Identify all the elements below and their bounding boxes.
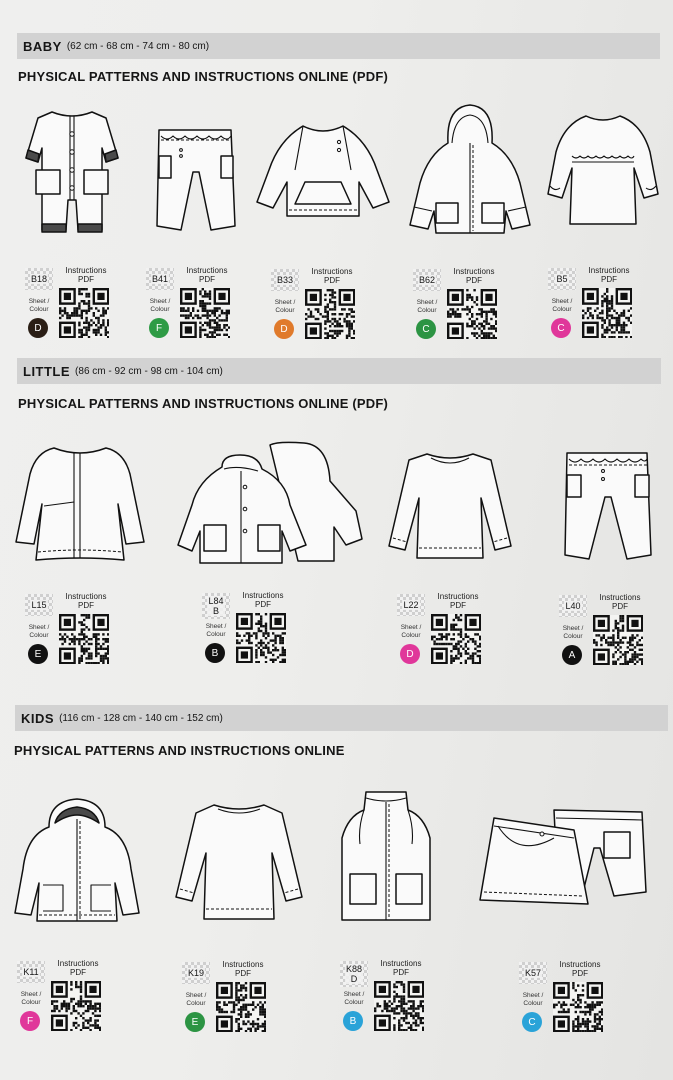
qr-code[interactable] [51,981,101,1031]
pattern-code-text: B18 [30,274,47,284]
instructions-text: Instructions [65,266,107,275]
pattern-code-text: K11 [23,967,39,977]
qr-code[interactable] [59,614,109,664]
qr-code-graphic [51,981,101,1031]
qr-code[interactable] [236,613,286,663]
pattern-code [202,593,230,619]
instructions-label [372,959,430,977]
garment-illustration-b62 [408,103,532,237]
sheet-colour-label: Sheet / Colour [562,625,584,640]
pattern-code-text: L40 [565,601,581,611]
instructions-text: Instructions [453,267,495,276]
section-band-kids [15,705,668,731]
qr-code[interactable] [582,288,632,338]
garment-illustration-b5 [546,112,660,228]
sheet-colour-label: Sheet / Colour [522,992,544,1007]
pattern-code-text: B41 [151,274,168,284]
instructions-text: Instructions [186,266,228,275]
qr-code[interactable] [59,288,109,338]
qr-code-graphic [447,289,497,339]
sheet-colour-label: Sheet / Colour [400,624,422,639]
garment-illustration-b18 [22,108,122,236]
garment-illustration-k57 [478,808,648,912]
colour-badge: E [28,644,48,664]
pattern-code [340,961,368,987]
sheet-colour-label: Sheet / Colour [149,298,171,313]
format-text: PDF [612,602,628,611]
format-text: PDF [324,276,340,285]
instructions-text: Instructions [599,593,641,602]
qr-code[interactable] [216,982,266,1032]
colour-badge: C [522,1012,542,1032]
qr-code-graphic [593,615,643,665]
garment-illustration-l15 [14,444,146,564]
section-subhead: PHYSICAL PATTERNS AND INSTRUCTIONS ONLINE [14,743,345,758]
instructions-label [214,960,272,978]
qr-code-graphic [59,614,109,664]
pattern-code [519,962,547,984]
pattern-code [559,595,587,617]
sheet-colour-label: Sheet / Colour [551,298,573,313]
format-text: PDF [393,968,409,977]
instructions-text: Instructions [65,592,107,601]
format-text: PDF [235,969,251,978]
qr-code[interactable] [447,289,497,339]
colour-badge: B [205,643,225,663]
pattern-code [17,961,45,983]
instructions-label [445,267,503,285]
qr-code-graphic [180,288,230,338]
sheet-colour-label: Sheet / Colour [205,623,227,638]
sheet-colour-label: Sheet / Colour [28,624,50,639]
pattern-label-b5 [548,268,658,348]
instructions-label [178,266,236,284]
colour-badge: D [400,644,420,664]
instructions-label [303,267,361,285]
sheet-colour-label: Sheet / Colour [20,991,42,1006]
garment-illustration-l40 [563,449,653,563]
colour-badge: E [185,1012,205,1032]
format-text: PDF [78,601,94,610]
instructions-text: Instructions [57,959,99,968]
garment-illustration-l84 [178,441,364,567]
pattern-code [25,268,53,290]
instructions-label [429,592,487,610]
pattern-code [146,268,174,290]
colour-badge: B [343,1011,363,1031]
pattern-label-b33 [271,269,381,349]
qr-code[interactable] [593,615,643,665]
pattern-label-k11 [17,961,127,1041]
qr-code-graphic [305,289,355,339]
qr-code-graphic [59,288,109,338]
pattern-label-b18 [25,268,135,348]
pattern-label-l22 [397,594,507,674]
format-text: PDF [572,969,588,978]
instructions-text: Instructions [222,960,264,969]
colour-badge: F [149,318,169,338]
section-subhead: PHYSICAL PATTERNS AND INSTRUCTIONS ONLINE (PDF) [18,69,389,84]
pattern-code [413,269,441,291]
qr-code-graphic [374,981,424,1031]
pattern-code-text: L22 [403,600,419,610]
qr-code-graphic [553,982,603,1032]
pattern-label-l15 [25,594,135,674]
garment-illustration-b41 [155,126,237,234]
section-sizes: (62 cm - 68 cm - 74 cm - 80 cm) [66,40,210,52]
colour-badge: C [551,318,571,338]
qr-code[interactable] [374,981,424,1031]
qr-code[interactable] [431,614,481,664]
colour-badge: C [416,319,436,339]
sheet-colour-label: Sheet / Colour [274,299,296,314]
sheet-colour-label: Sheet / Colour [416,299,438,314]
format-text: PDF [450,601,466,610]
section-sizes: (86 cm - 92 cm - 98 cm - 104 cm) [75,365,223,377]
pattern-code [397,594,425,616]
pattern-code-text: B33 [276,275,293,285]
pattern-code-text: B5 [556,274,568,284]
pattern-code [548,268,576,290]
instructions-label [57,592,115,610]
section-title: LITTLE [23,363,71,379]
format-text: PDF [466,276,482,285]
instructions-label [57,266,115,284]
section-title: BABY [23,38,62,54]
colour-badge: F [20,1011,40,1031]
sheet-colour-label: Sheet / Colour [28,298,50,313]
colour-badge: A [562,645,582,665]
format-text: PDF [199,275,215,284]
section-subhead: PHYSICAL PATTERNS AND INSTRUCTIONS ONLINE (PDF) [18,396,389,411]
garment-illustration-l22 [387,450,513,562]
pattern-label-l84 [202,593,312,673]
instructions-label [551,960,609,978]
pattern-code-text: K88 D [345,964,362,984]
instructions-label [580,266,638,284]
pattern-label-k57 [519,962,629,1042]
pattern-code-text: L84 B [208,596,224,616]
garment-illustration-b33 [255,120,391,222]
qr-code-graphic [216,982,266,1032]
qr-code-graphic [582,288,632,338]
colour-badge: D [274,319,294,339]
pattern-code [182,962,210,984]
garment-illustration-k88 [338,788,434,924]
sheet-colour-label: Sheet / Colour [185,992,207,1007]
format-text: PDF [70,968,86,977]
instructions-text: Instructions [559,960,601,969]
qr-code-graphic [236,613,286,663]
pattern-label-b62 [413,269,523,349]
instructions-text: Instructions [242,591,284,600]
format-text: PDF [601,275,617,284]
garment-illustration-k11 [13,797,141,925]
sheet-colour-label: Sheet / Colour [343,991,365,1006]
pattern-label-l40 [559,595,669,675]
instructions-text: Instructions [380,959,422,968]
instructions-label [49,959,107,977]
qr-code-graphic [431,614,481,664]
instructions-text: Instructions [588,266,630,275]
instructions-label [234,591,292,609]
pattern-label-k19 [182,962,292,1042]
pattern-label-k88 [340,961,450,1041]
format-text: PDF [78,275,94,284]
section-sizes: (116 cm - 128 cm - 140 cm - 152 cm) [59,712,223,724]
qr-code[interactable] [305,289,355,339]
pattern-code-text: K19 [187,968,204,978]
section-band-baby [17,33,660,59]
garment-illustration-k19 [174,801,304,923]
instructions-text: Instructions [437,592,479,601]
format-text: PDF [255,600,271,609]
section-title: KIDS [21,710,55,726]
pattern-code [271,269,299,291]
qr-code[interactable] [553,982,603,1032]
pattern-label-b41 [146,268,256,348]
pattern-code-text: K57 [524,968,541,978]
pattern-code [25,594,53,616]
colour-badge: D [28,318,48,338]
pattern-code-text: B62 [418,275,435,285]
qr-code[interactable] [180,288,230,338]
instructions-text: Instructions [311,267,353,276]
pattern-code-text: L15 [31,600,47,610]
section-band-little [17,358,661,384]
instructions-label [591,593,649,611]
